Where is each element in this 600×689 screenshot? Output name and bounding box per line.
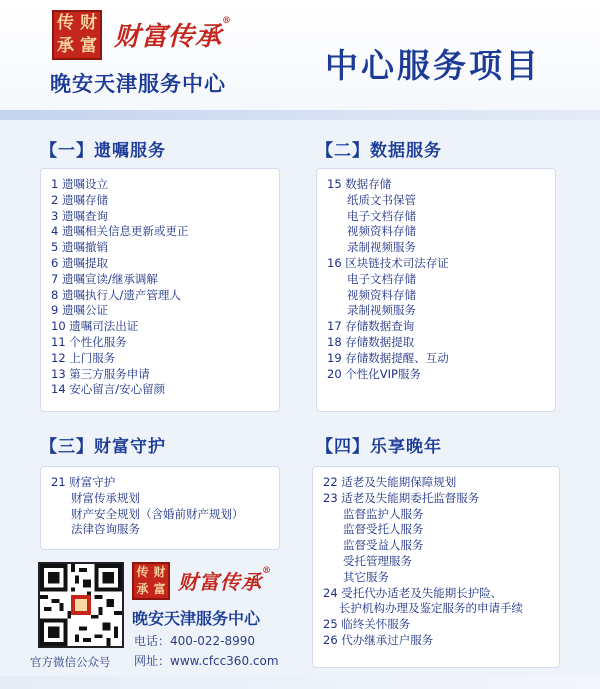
page-title: 中心服务项目	[325, 46, 541, 85]
wealth-protection-list	[51, 475, 269, 538]
list-subitem: 纸质文书保管	[347, 192, 416, 207]
brand-name	[114, 16, 232, 53]
qr-code-label: 官方微信公众号	[30, 655, 111, 669]
list-item: 16 区块链技术司法存证	[327, 255, 449, 270]
seal-char: 承	[136, 582, 149, 596]
list-subitem: 财富传承规划	[71, 490, 140, 505]
list-item: 11 个性化服务	[51, 334, 127, 349]
registered-mark: ®	[262, 566, 272, 576]
list-item: 17 存储数据查询	[327, 319, 415, 334]
list-item: 9 遗嘱公证	[51, 303, 108, 318]
list-subitem: 监督受益人服务	[343, 538, 424, 553]
list-item: 12 上门服务	[51, 350, 116, 365]
seal-char: 承	[57, 36, 74, 56]
list-subitem: 法律咨询服务	[71, 522, 140, 537]
list-item: 8 遗嘱执行人/遗产管理人	[51, 287, 181, 302]
list-item: 15 数据存储	[327, 177, 392, 191]
header	[0, 0, 600, 120]
list-subitem: 录制视频服务	[347, 303, 416, 318]
seal-logo-icon	[52, 10, 102, 60]
footer-brand-logo	[132, 562, 322, 602]
list-item: 26 代办继承过户服务	[323, 632, 434, 647]
brand-text: 财富传承	[114, 22, 223, 52]
center-name: 晚安天津服务中心	[50, 72, 226, 96]
list-subitem: 受托管理服务	[343, 553, 412, 568]
footer-website: 网址：www.cfcc360.com	[134, 654, 279, 668]
will-services-box	[40, 168, 280, 412]
seal-char: 富	[80, 36, 97, 56]
list-subitem: 录制视频服务	[347, 240, 416, 255]
list-item: 5 遗嘱撤销	[51, 240, 108, 255]
seal-char: 财	[80, 13, 97, 33]
section-title-happy-later-years: 【四】乐享晚年	[316, 437, 442, 457]
qr-code-graphic	[40, 564, 122, 646]
seal-char: 传	[57, 13, 74, 33]
footer-brand-name	[178, 566, 272, 595]
list-subitem: 电子文档存储	[347, 208, 416, 223]
section-title-data-services: 【二】数据服务	[316, 141, 442, 161]
list-item: 21 财富守护	[51, 475, 116, 489]
footer-brand-text: 财富传承	[178, 570, 262, 594]
list-subitem: 视频资料存储	[347, 287, 416, 302]
header-divider	[0, 110, 600, 120]
list-item: 20 个性化VIP服务	[327, 366, 421, 381]
list-item: 24 受托代办适老及失能期长护险、	[323, 585, 503, 600]
list-subitem: 视频资料存储	[347, 224, 416, 239]
list-item: 2 遗嘱存储	[51, 192, 108, 207]
list-item: 7 遗嘱宣读/继承调解	[51, 271, 158, 286]
list-subitem: 监督受托人服务	[343, 522, 424, 537]
later-years-box	[312, 466, 560, 668]
list-subitem: 财产安全规划（含婚前财产规划）	[71, 506, 244, 521]
list-subitem: 长护机构办理及鉴定服务的申请手续	[339, 601, 523, 616]
will-services-list	[51, 177, 269, 398]
list-item: 23 适老及失能期委托监督服务	[323, 490, 480, 505]
registered-mark: ®	[222, 16, 233, 26]
list-subitem: 监督监护人服务	[343, 506, 424, 521]
list-item: 3 遗嘱查询	[51, 208, 108, 223]
list-item: 1 遗嘱设立	[51, 177, 108, 191]
list-item: 13 第三方服务申请	[51, 366, 150, 381]
list-item: 6 遗嘱提取	[51, 255, 108, 270]
list-item: 18 存储数据提取	[327, 334, 415, 349]
list-subitem: 其它服务	[343, 569, 389, 584]
seal-char: 富	[153, 582, 166, 596]
wealth-protection-box	[40, 466, 280, 550]
list-item: 22 适老及失能期保障规划	[323, 475, 457, 489]
list-item: 4 遗嘱相关信息更新或更正	[51, 224, 189, 239]
list-item: 10 遗嘱司法出证	[51, 319, 139, 334]
qr-code-icon	[38, 562, 124, 648]
footer-phone: 电话：400-022-8990	[134, 634, 256, 648]
seal-char: 财	[153, 565, 166, 579]
later-years-list	[323, 475, 549, 649]
seal-char: 传	[136, 565, 149, 579]
section-title-wealth-protection: 【三】财富守护	[40, 437, 166, 457]
data-services-box	[316, 168, 556, 412]
bottom-divider	[0, 676, 600, 689]
data-services-list	[327, 177, 545, 382]
list-item: 14 安心留言/安心留颜	[51, 382, 166, 397]
brand-logo	[52, 10, 248, 62]
list-subitem: 电子文档存储	[347, 271, 416, 286]
list-item: 25 临终关怀服务	[323, 617, 411, 632]
footer-center-name: 晚安天津服务中心	[132, 609, 261, 628]
footer-seal-icon	[132, 562, 170, 600]
section-title-will-services: 【一】遗嘱服务	[40, 141, 166, 161]
list-item: 19 存储数据提醒、互动	[327, 350, 449, 365]
